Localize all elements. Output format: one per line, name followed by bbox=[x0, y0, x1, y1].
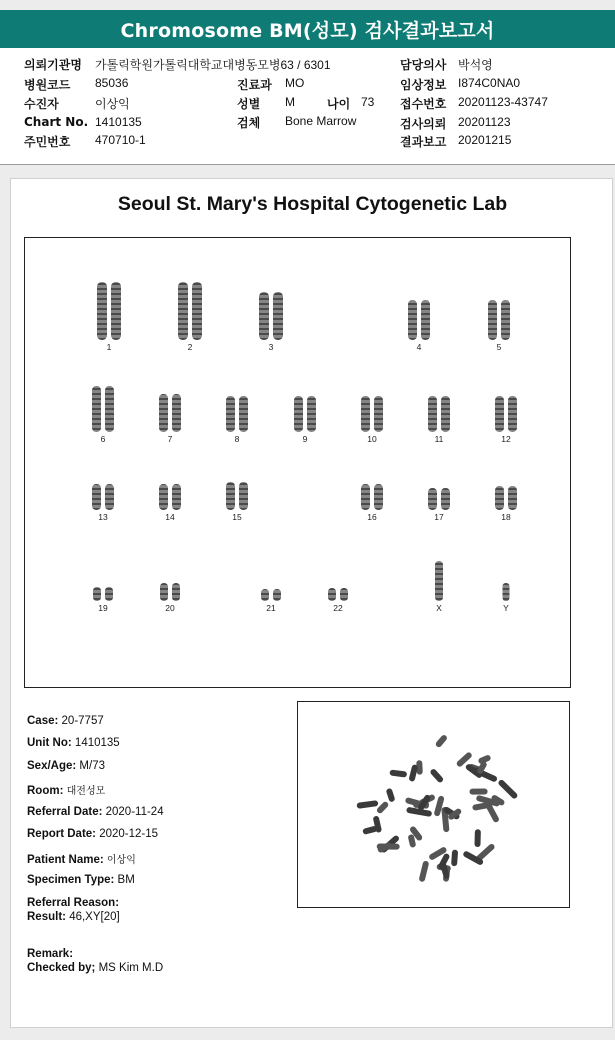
test-request-value: 20201123 bbox=[458, 115, 511, 129]
chromosome-label-3: 3 bbox=[268, 342, 274, 352]
report-title: Chromosome BM(성모) 검사결과보고서 bbox=[0, 10, 615, 48]
chromosome-pair-10 bbox=[361, 396, 383, 444]
cytogenetic-report bbox=[10, 178, 613, 1028]
remark-row: Remark: bbox=[27, 948, 74, 960]
chromosome-label-2: 2 bbox=[187, 342, 193, 352]
hospital-code-label: 병원코드 bbox=[24, 78, 71, 92]
hospital-code-value: 85036 bbox=[95, 76, 129, 90]
metaphase-chromosome bbox=[451, 850, 458, 867]
sex-value: M bbox=[285, 95, 295, 109]
institution-label: 의뢰기관명 bbox=[24, 58, 82, 72]
chromosome-17-a bbox=[428, 488, 437, 510]
patient-header bbox=[0, 48, 615, 165]
result-report-label: 결과보고 bbox=[400, 135, 447, 149]
chromosome-pair-22 bbox=[328, 588, 348, 613]
metaphase-chromosome bbox=[356, 800, 378, 809]
age-value: 73 bbox=[361, 95, 375, 109]
patient-name-row: Patient Name: 이상익 bbox=[27, 854, 136, 866]
chromosome-label-7: 7 bbox=[167, 434, 173, 444]
chromosome-label-10: 10 bbox=[367, 434, 377, 444]
metaphase-chromosome bbox=[474, 829, 480, 847]
metaphase-spread bbox=[298, 702, 568, 906]
doctor-value: 박석영 bbox=[458, 58, 493, 72]
chromosome-label-9: 9 bbox=[302, 434, 308, 444]
unit-no-row: Unit No: 1410135 bbox=[27, 737, 120, 749]
sex-age-row: Sex/Age: M/73 bbox=[27, 760, 105, 772]
metaphase-chromosome bbox=[418, 860, 429, 882]
room-row: Room: 대전성모 bbox=[27, 785, 106, 797]
test-request-label: 검사의뢰 bbox=[400, 117, 447, 131]
chromosome-pair-X bbox=[435, 561, 443, 613]
chromosome-pair-16 bbox=[361, 484, 383, 522]
report-date-row: Report Date: 2020-12-15 bbox=[27, 828, 159, 840]
chromosome-pair-18 bbox=[495, 486, 517, 522]
referral-reason-row: Referral Reason: bbox=[27, 897, 120, 909]
receipt-no-label: 접수번호 bbox=[400, 97, 447, 111]
chromosome-label-8: 8 bbox=[234, 434, 240, 444]
metaphase-chromosome bbox=[469, 788, 487, 794]
case-row: Case: 20-7757 bbox=[27, 715, 104, 727]
chromosome-18-b bbox=[508, 486, 517, 510]
age-label: 나이 bbox=[327, 97, 351, 111]
specimen-value: Bone Marrow bbox=[285, 114, 357, 128]
clinical-info-label: 임상정보 bbox=[400, 78, 447, 92]
chromosome-17-b bbox=[441, 488, 450, 510]
patient-label: 수진자 bbox=[24, 97, 59, 111]
metaphase-chromosome bbox=[386, 788, 396, 803]
chromosome-5-b bbox=[501, 300, 510, 340]
chromosome-label-5: 5 bbox=[496, 342, 502, 352]
department-label: 진료과 bbox=[237, 78, 272, 92]
chromosome-18-a bbox=[495, 486, 504, 510]
clinical-info-value: I874C0NA0 bbox=[458, 76, 521, 90]
chromosome-10-a bbox=[361, 396, 370, 432]
doctor-label: 담당의사 bbox=[400, 58, 447, 72]
chromosome-9-b bbox=[307, 396, 316, 432]
chromosome-label-21: 21 bbox=[266, 603, 276, 613]
patient-value: 이상익 bbox=[95, 97, 130, 111]
resident-no-value: 470710-1 bbox=[95, 133, 146, 147]
chromosome-label-22: 22 bbox=[333, 603, 343, 613]
chromosome-22-b bbox=[340, 588, 348, 601]
chromosome-16-a bbox=[361, 484, 370, 510]
chromosome-pair-12 bbox=[495, 396, 517, 444]
chromosome-label-11: 11 bbox=[434, 434, 444, 444]
receipt-no-value: 20201123-43747 bbox=[458, 95, 548, 109]
chromosome-pair-4 bbox=[408, 300, 430, 352]
chromosome-label-19: 19 bbox=[98, 603, 108, 613]
chromosome-16-b bbox=[374, 484, 383, 510]
metaphase-chromosome bbox=[389, 769, 407, 777]
chromosome-10-b bbox=[374, 396, 383, 432]
chromosome-4-a bbox=[408, 300, 417, 340]
chromosome-label-6: 6 bbox=[100, 434, 106, 444]
sex-label: 성별 bbox=[237, 97, 261, 111]
chart-no-label: Chart No. bbox=[24, 115, 89, 129]
chromosome-22-a bbox=[328, 588, 336, 601]
chromosome-label-1: 1 bbox=[106, 342, 112, 352]
metaphase-chromosome bbox=[435, 734, 449, 748]
institution-value: 가톨릭학원가톨릭대학교대병동모병63 / 6301 bbox=[95, 58, 331, 72]
chart-no-value: 1410135 bbox=[95, 115, 142, 129]
chromosome-X bbox=[435, 561, 443, 601]
chromosome-Y bbox=[503, 583, 510, 601]
chromosome-label-14: 14 bbox=[165, 512, 175, 522]
chromosome-label-16: 16 bbox=[367, 512, 377, 522]
chromosome-label-18: 18 bbox=[501, 512, 511, 522]
chromosome-label-12: 12 bbox=[501, 434, 511, 444]
metaphase-chromosome bbox=[497, 779, 518, 800]
chromosome-pair-Y bbox=[503, 583, 510, 613]
chromosome-label-13: 13 bbox=[98, 512, 108, 522]
chromosome-label-15: 15 bbox=[232, 512, 242, 522]
chromosome-pair-5 bbox=[488, 300, 510, 352]
chromosome-5-a bbox=[488, 300, 497, 340]
chromosome-pair-17 bbox=[428, 488, 450, 522]
report-fields bbox=[11, 179, 301, 1029]
referral-date-row: Referral Date: 2020-11-24 bbox=[27, 806, 164, 818]
chromosome-11-a bbox=[428, 396, 437, 432]
chromosome-label-20: 20 bbox=[165, 603, 175, 613]
chromosome-4-b bbox=[421, 300, 430, 340]
specimen-label: 검체 bbox=[237, 116, 261, 130]
chromosome-label-4: 4 bbox=[416, 342, 422, 352]
checked-by-row: Checked by; MS Kim M.D bbox=[27, 962, 164, 974]
lab-title: Seoul St. Mary's Hospital Cytogenetic Lab bbox=[117, 193, 508, 215]
result-row: Result: 46,XY[20] bbox=[27, 911, 120, 923]
chromosome-12-a bbox=[495, 396, 504, 432]
chromosome-label-17: 17 bbox=[434, 512, 444, 522]
chromosome-pair-11 bbox=[428, 396, 450, 444]
result-report-value: 20201215 bbox=[458, 133, 512, 147]
metaphase-chromosome bbox=[429, 768, 444, 784]
chromosome-label-X: X bbox=[436, 603, 442, 613]
chromosome-11-b bbox=[441, 396, 450, 432]
department-value: MO bbox=[285, 76, 305, 90]
metaphase-image bbox=[297, 701, 570, 908]
specimen-type-row: Specimen Type: BM bbox=[27, 874, 135, 886]
metaphase-chromosome bbox=[408, 764, 418, 782]
resident-no-label: 주민번호 bbox=[24, 135, 71, 149]
chromosome-label-Y: Y bbox=[503, 603, 509, 613]
chromosome-12-b bbox=[508, 396, 517, 432]
